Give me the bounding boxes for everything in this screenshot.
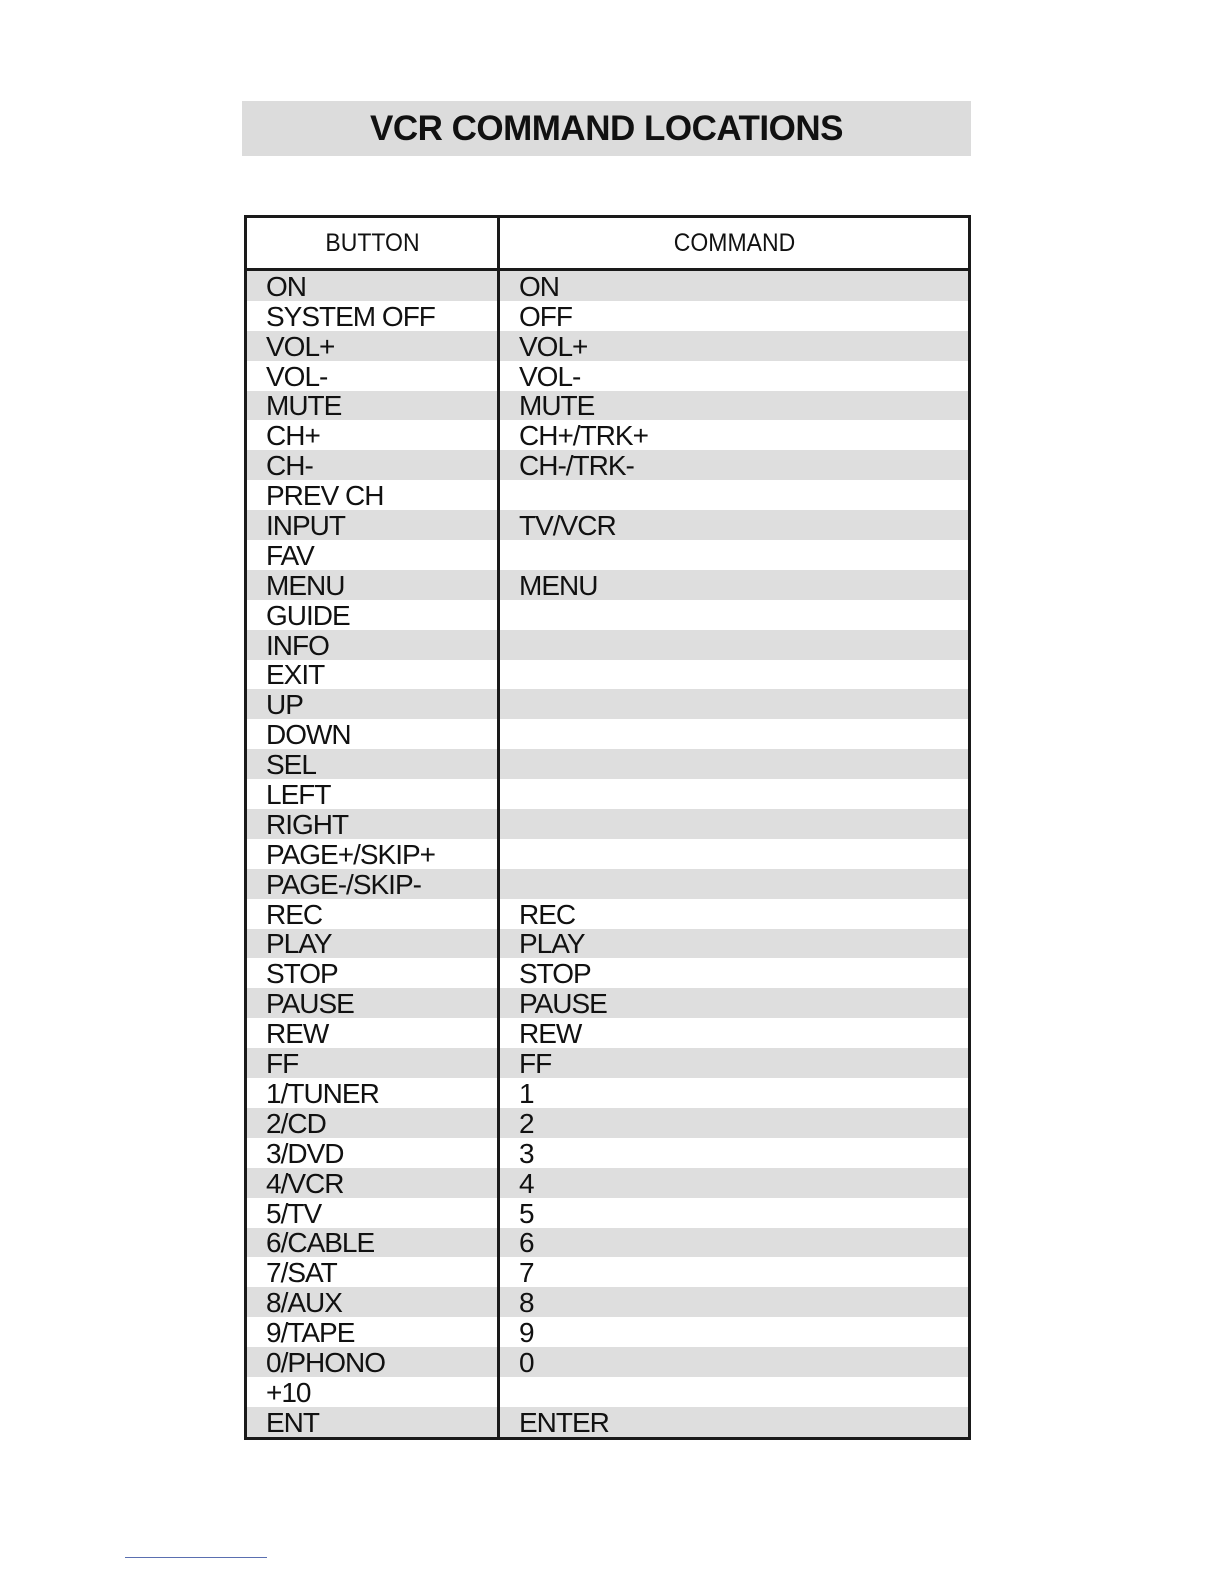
button-cell: 1/TUNER bbox=[246, 1078, 499, 1108]
command-cell: 5 bbox=[499, 1198, 970, 1228]
table-row bbox=[246, 689, 970, 719]
column-header-command: COMMAND bbox=[517, 217, 950, 270]
button-cell: 3/DVD bbox=[246, 1138, 499, 1168]
command-cell: TV/VCR bbox=[499, 510, 970, 540]
command-cell: 6 bbox=[499, 1228, 970, 1258]
table-row bbox=[246, 1257, 970, 1287]
page-title: VCR COMMAND LOCATIONS bbox=[370, 108, 843, 148]
table-row bbox=[246, 869, 970, 899]
table-row bbox=[246, 361, 970, 391]
button-cell: EXIT bbox=[246, 660, 499, 690]
table-row bbox=[246, 1377, 970, 1407]
button-cell: CH+ bbox=[246, 420, 499, 450]
button-cell: REC bbox=[246, 899, 499, 929]
button-cell: PAUSE bbox=[246, 988, 499, 1018]
command-cell: 4 bbox=[499, 1168, 970, 1198]
command-cell: VOL+ bbox=[499, 331, 970, 361]
column-header-button: BUTTON bbox=[256, 217, 489, 270]
command-cell: REW bbox=[499, 1018, 970, 1048]
table-row bbox=[246, 749, 970, 779]
button-cell: 7/SAT bbox=[246, 1257, 499, 1287]
command-cell: MUTE bbox=[499, 391, 970, 421]
table-row bbox=[246, 839, 970, 869]
command-cell: 8 bbox=[499, 1287, 970, 1317]
table-row bbox=[246, 570, 970, 600]
command-cell: STOP bbox=[499, 958, 970, 988]
table-row bbox=[246, 719, 970, 749]
command-cell bbox=[499, 689, 970, 719]
button-cell: 6/CABLE bbox=[246, 1228, 499, 1258]
button-cell: MUTE bbox=[246, 391, 499, 421]
table-row bbox=[246, 1048, 970, 1078]
button-cell: VOL- bbox=[246, 361, 499, 391]
command-cell: 7 bbox=[499, 1257, 970, 1287]
table-row bbox=[246, 391, 970, 421]
command-cell bbox=[499, 630, 970, 660]
table-row bbox=[246, 510, 970, 540]
table-row bbox=[246, 660, 970, 690]
command-cell: FF bbox=[499, 1048, 970, 1078]
command-cell bbox=[499, 540, 970, 570]
command-cell: MENU bbox=[499, 570, 970, 600]
table-row bbox=[246, 480, 970, 510]
button-cell: 8/AUX bbox=[246, 1287, 499, 1317]
button-cell: 2/CD bbox=[246, 1108, 499, 1138]
command-cell bbox=[499, 869, 970, 899]
button-cell: 9/TAPE bbox=[246, 1317, 499, 1347]
button-cell: REW bbox=[246, 1018, 499, 1048]
button-cell: 0/PHONO bbox=[246, 1347, 499, 1377]
table-row bbox=[246, 899, 970, 929]
table-row bbox=[246, 450, 970, 480]
table-row bbox=[246, 1347, 970, 1377]
button-cell: 5/TV bbox=[246, 1198, 499, 1228]
button-cell: PREV CH bbox=[246, 480, 499, 510]
command-cell: REC bbox=[499, 899, 970, 929]
button-cell: ON bbox=[246, 270, 499, 301]
title-bar bbox=[242, 101, 971, 156]
command-cell bbox=[499, 749, 970, 779]
button-cell: UP bbox=[246, 689, 499, 719]
command-cell bbox=[499, 600, 970, 630]
table-row bbox=[246, 779, 970, 809]
command-cell: PAUSE bbox=[499, 988, 970, 1018]
table-row bbox=[246, 540, 970, 570]
button-cell: 4/VCR bbox=[246, 1168, 499, 1198]
button-cell: VOL+ bbox=[246, 331, 499, 361]
button-cell: PAGE-/SKIP- bbox=[246, 869, 499, 899]
button-cell: STOP bbox=[246, 958, 499, 988]
command-cell: CH-/TRK- bbox=[499, 450, 970, 480]
button-cell: INFO bbox=[246, 630, 499, 660]
button-cell: FAV bbox=[246, 540, 499, 570]
table-row bbox=[246, 301, 970, 331]
command-cell bbox=[499, 809, 970, 839]
command-cell: 2 bbox=[499, 1108, 970, 1138]
command-cell bbox=[499, 1377, 970, 1407]
command-cell: ON bbox=[499, 270, 970, 301]
table-row bbox=[246, 1168, 970, 1198]
button-cell: LEFT bbox=[246, 779, 499, 809]
command-table bbox=[244, 215, 971, 1440]
button-cell: PAGE+/SKIP+ bbox=[246, 839, 499, 869]
table-row bbox=[246, 600, 970, 630]
button-cell: RIGHT bbox=[246, 809, 499, 839]
footer-rule bbox=[125, 1557, 267, 1558]
command-cell: OFF bbox=[499, 301, 970, 331]
table-row bbox=[246, 331, 970, 361]
command-cell: PLAY bbox=[499, 929, 970, 959]
table-row bbox=[246, 1228, 970, 1258]
button-cell: INPUT bbox=[246, 510, 499, 540]
table-row bbox=[246, 1198, 970, 1228]
table-row bbox=[246, 1078, 970, 1108]
table-row bbox=[246, 958, 970, 988]
table-row bbox=[246, 1407, 970, 1438]
table-row bbox=[246, 1108, 970, 1138]
command-cell bbox=[499, 719, 970, 749]
table-row bbox=[246, 630, 970, 660]
command-cell bbox=[499, 839, 970, 869]
command-cell: 3 bbox=[499, 1138, 970, 1168]
command-cell: 9 bbox=[499, 1317, 970, 1347]
command-cell: VOL- bbox=[499, 361, 970, 391]
command-cell bbox=[499, 779, 970, 809]
button-cell: SEL bbox=[246, 749, 499, 779]
command-cell: ENTER bbox=[499, 1407, 970, 1438]
command-cell: 1 bbox=[499, 1078, 970, 1108]
table-row bbox=[246, 1018, 970, 1048]
table-row bbox=[246, 988, 970, 1018]
table-row bbox=[246, 809, 970, 839]
button-cell: SYSTEM OFF bbox=[246, 301, 499, 331]
button-cell: +10 bbox=[246, 1377, 499, 1407]
table-row bbox=[246, 270, 970, 301]
button-cell: FF bbox=[246, 1048, 499, 1078]
button-cell: MENU bbox=[246, 570, 499, 600]
command-cell: 0 bbox=[499, 1347, 970, 1377]
command-cell bbox=[499, 660, 970, 690]
table-row bbox=[246, 929, 970, 959]
button-cell: DOWN bbox=[246, 719, 499, 749]
table-row bbox=[246, 420, 970, 450]
table-row bbox=[246, 1287, 970, 1317]
table-header-row bbox=[246, 217, 970, 270]
button-cell: ENT bbox=[246, 1407, 499, 1438]
table-row bbox=[246, 1317, 970, 1347]
table-row bbox=[246, 1138, 970, 1168]
button-cell: PLAY bbox=[246, 929, 499, 959]
button-cell: GUIDE bbox=[246, 600, 499, 630]
command-cell: CH+/TRK+ bbox=[499, 420, 970, 450]
command-cell bbox=[499, 480, 970, 510]
button-cell: CH- bbox=[246, 450, 499, 480]
